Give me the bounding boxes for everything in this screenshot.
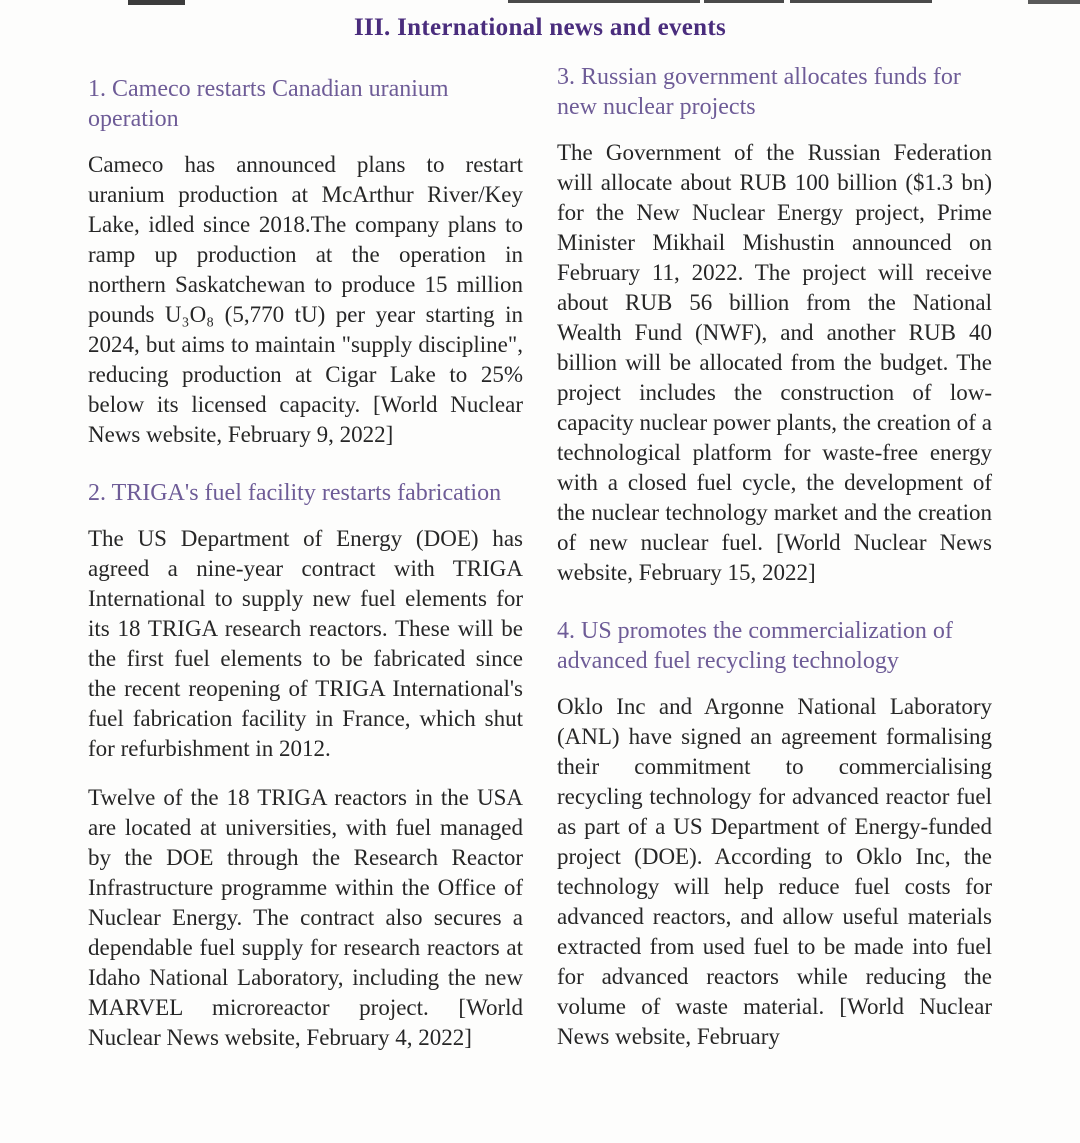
cropped-text-remnant bbox=[128, 0, 185, 5]
news-section-1 bbox=[88, 74, 523, 450]
news-section-4 bbox=[557, 616, 992, 1052]
page-title: III. International news and events bbox=[353, 14, 727, 41]
right-column bbox=[557, 62, 992, 1072]
cropped-text-remnant bbox=[1028, 0, 1080, 4]
cropped-text-remnant bbox=[790, 0, 932, 3]
news-section-3 bbox=[557, 62, 992, 588]
section-1-heading: 1. Cameco restarts Canadian uranium operation bbox=[88, 76, 449, 132]
cropped-text-remnant bbox=[508, 0, 700, 3]
section-1-paragraph: Cameco has announced plans to restart uranium production at McArthur River/Key Lake, idled since 2018.The company plans to ramp up production at the operation in northern Saskatchewan to produce 15 million pounds U₃O₈ (5,770 tU) per year starting in 2024, but aims to maintain "supply discipline", reducing production at Cigar Lake to 25% below its licensed capacity. [World Nuclear News website, February 9, 2022] bbox=[88, 152, 523, 447]
left-column bbox=[88, 62, 523, 1072]
section-2-paragraph-1: The US Department of Energy (DOE) has agreed a nine-year contract with TRIGA International to supply new fuel elements for its 18 TRIGA research reactors. These will be the first fuel elements to be fabricated since the recent reopening of TRIGA International's fuel fabrication facility in France, which shut for refurbishment in 2012. bbox=[88, 526, 523, 761]
section-4-heading: 4. US promotes the commercialization of advanced fuel recycling technology bbox=[557, 618, 953, 674]
news-section-2 bbox=[88, 478, 523, 1053]
section-2-paragraph-2: Twelve of the 18 TRIGA reactors in the USA are located at universities, with fuel managed by the DOE through the Research Reactor Infrastructure programme within the Office of Nuclear Energy. The contract also secures a dependable fuel supply for research reactors at Idaho National Laboratory, including the new MARVEL microreactor project. [World Nuclear News website, February 4, 2022] bbox=[88, 785, 523, 1050]
section-2-heading: 2. TRIGA's fuel facility restarts fabrication bbox=[88, 480, 502, 506]
two-column-layout bbox=[88, 62, 992, 1072]
section-3-heading: 3. Russian government allocates funds for new nuclear projects bbox=[557, 64, 961, 120]
section-4-paragraph: Oklo Inc and Argonne National Laboratory (ANL) have signed an agreement formalising their commitment to commercialising recycling technology for advanced reactor fuel as part of a US Department of Energy-funded project (DOE). According to Oklo Inc, the technology will help reduce fuel costs for advanced reactors, and allow useful materials extracted from used fuel to be made into fuel for advanced reactors while reducing the volume of waste material. [World Nuclear News website, February bbox=[557, 694, 992, 1049]
section-3-paragraph: The Government of the Russian Federation will allocate about RUB 100 billion ($1.3 bn) for the New Nuclear Energy project, Prime Minister Mikhail Mishustin announced on February 11, 2022. The project will receive about RUB 56 billion from the National Wealth Fund (NWF), and another RUB 40 billion will be allocated from the budget. The project includes the construction of low-capacity nuclear power plants, the creation of a technological platform for waste-free energy with a closed fuel cycle, the development of the nuclear technology market and the creation of new nuclear fuel. [World Nuclear News website, February 15, 2022] bbox=[557, 140, 992, 585]
cropped-text-remnant bbox=[704, 0, 784, 3]
